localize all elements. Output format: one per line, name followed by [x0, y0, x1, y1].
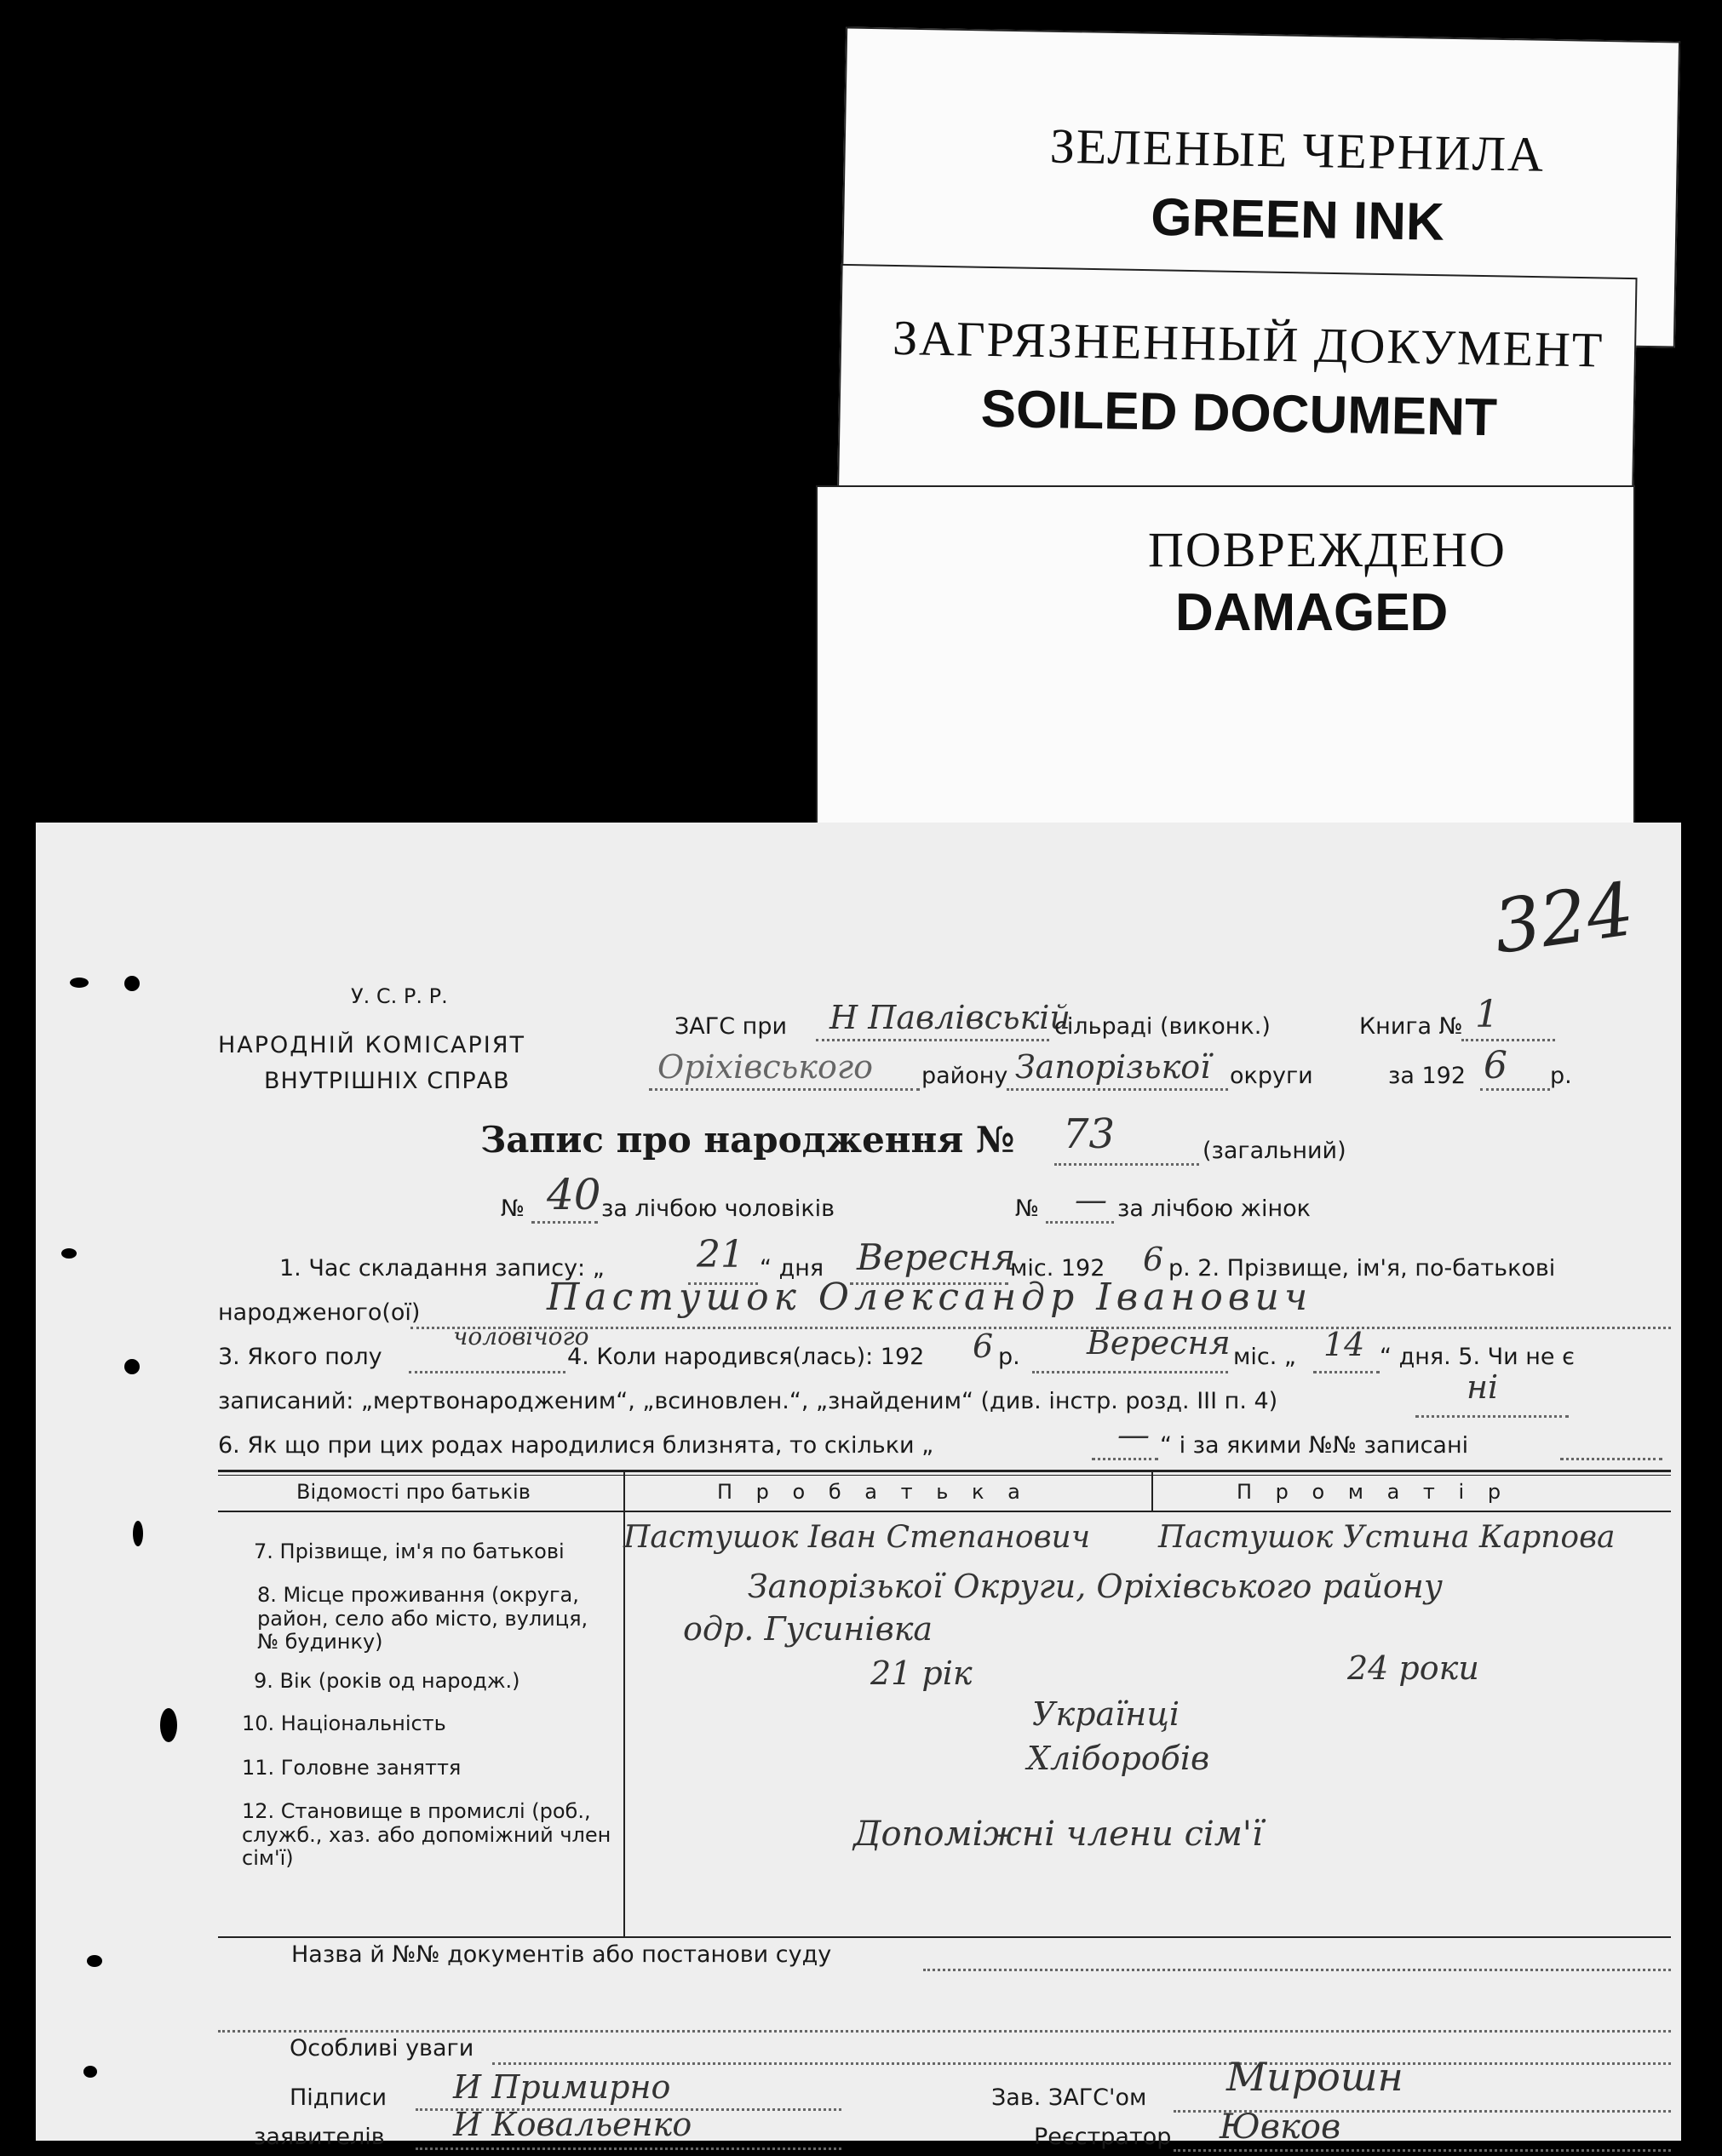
punch-hole: [70, 978, 89, 988]
header-internal-affairs: ВНУТРІШНІХ СПРАВ: [264, 1068, 510, 1094]
punch-hole: [160, 1708, 177, 1742]
okruha-handwritten: Запорізької: [1015, 1048, 1211, 1086]
birth-record-form: [36, 823, 1681, 2150]
mother-age-handwritten: 24 роки: [1347, 1649, 1479, 1687]
male-count-label: за лічбою чоловіків: [601, 1196, 835, 1222]
punch-hole: [87, 1955, 102, 1967]
notes-label: Особливі уваги: [290, 2035, 474, 2061]
row3-month-dotted-line: [1032, 1371, 1228, 1373]
occupation-handwritten: Хліборобів: [1027, 1740, 1210, 1777]
registrar-dotted-line: [1174, 2149, 1671, 2152]
row3-sex-handwritten: чоловічого: [453, 1322, 589, 1350]
row1-month-suffix: міс. 192: [1010, 1255, 1105, 1282]
punch-hole: [83, 2066, 97, 2078]
registrar-signature: Ювков: [1220, 2107, 1341, 2147]
table-row-label-residence: 8. Місце проживання (округа, район, село або місто, вулиця, № будинку): [257, 1583, 588, 1654]
zags-prefix: ЗАГС при: [674, 1013, 788, 1040]
year-label: за 192: [1388, 1063, 1467, 1089]
table-row-label-age: 9. Вік (років од народж.): [254, 1669, 520, 1693]
table-top-rule: [218, 1470, 1671, 1472]
row4-value-handwritten: ні: [1467, 1368, 1499, 1406]
male-no-label: №: [501, 1196, 525, 1222]
applicants-label: заявителів: [254, 2124, 385, 2150]
applicant2-dotted-line: [416, 2147, 841, 2150]
punch-hole: [124, 1359, 140, 1374]
header-commissariat: НАРОДНІЙ КОМІСАРІЯТ: [218, 1032, 525, 1058]
table-header-mother: П р о м а т і р: [1237, 1480, 1510, 1504]
row5-twins-label: 6. Як що при цих родах народилися близнята, то скільки „: [218, 1432, 934, 1459]
mother-name-handwritten: Пастушок Устина Карпова: [1158, 1520, 1616, 1555]
table-header-rule: [218, 1511, 1671, 1512]
year-dotted-line: [1480, 1088, 1550, 1091]
raion-handwritten: Оріхівського: [657, 1048, 873, 1086]
row2-dotted-line: [410, 1327, 1671, 1329]
female-number-dotted-line: [1046, 1221, 1114, 1224]
damaged-ru: ПОВРЕЖДЕНО: [1148, 522, 1507, 577]
row3-year-suffix: р.: [998, 1344, 1020, 1370]
applicant2-signature: И Ковальенко: [453, 2106, 692, 2143]
row3-sex-dotted-line: [409, 1371, 565, 1373]
okruha-dotted-line: [1007, 1088, 1228, 1091]
header-ussr: У. С. Р. Р.: [351, 984, 448, 1008]
row3-year-handwritten: 6: [973, 1327, 994, 1365]
record-title: Запис про народження №: [480, 1119, 1015, 1161]
punch-hole: [133, 1521, 143, 1546]
row1-time-label: 1. Час складання запису: „: [279, 1255, 605, 1282]
row2-name-handwritten: Пастушок Олександр Іванович: [547, 1276, 1313, 1319]
row3-day-dotted-line: [1313, 1371, 1380, 1373]
book-number-handwritten: 1: [1475, 993, 1499, 1036]
record-number-handwritten: 73: [1063, 1110, 1116, 1158]
row1-name-label: р. 2. Прізвище, ім'я, по-батькові: [1168, 1255, 1556, 1282]
record-number-dotted-line: [1054, 1163, 1199, 1166]
male-number-dotted-line: [531, 1221, 598, 1224]
row3-born-label: 4. Коли народився(лась): 192: [567, 1344, 925, 1370]
green-ink-ru: ЗЕЛЕНЫЕ ЧЕРНИЛА: [1049, 118, 1546, 182]
row5-numbers-label: “ і за якими №№ записані: [1160, 1432, 1469, 1459]
row1-year-handwritten: 6: [1143, 1241, 1164, 1278]
table-header-parents: Відомості про батьків: [296, 1480, 531, 1504]
table-bottom-rule: [218, 1936, 1671, 1938]
head-zags-label: Зав. ЗАГС'ом: [991, 2084, 1147, 2111]
table-col-divider-2: [1151, 1471, 1153, 1511]
table-row-label-nationality: 10. Національність: [242, 1712, 446, 1735]
row3-day-handwritten: 14: [1323, 1326, 1365, 1363]
okruha-label: округи: [1230, 1063, 1313, 1089]
record-title-suffix: (загальний): [1203, 1138, 1346, 1164]
head-signature: Мирошн: [1226, 2054, 1403, 2100]
soiled-document-ru: ЗАГРЯЗНЕННЫЙ ДОКУМЕНТ: [892, 309, 1604, 378]
punch-hole: [61, 1248, 77, 1259]
table-row-label-occupation: 11. Головне заняття: [242, 1756, 462, 1780]
year-handwritten: 6: [1484, 1044, 1507, 1087]
father-name-handwritten: Пастушок Іван Степанович: [623, 1520, 1091, 1555]
row5-count-handwritten: —: [1117, 1416, 1150, 1454]
punch-hole: [124, 976, 140, 991]
archive-number: 324: [1488, 867, 1639, 971]
row3-day-suffix: “ дня. 5. Чи не є: [1380, 1344, 1575, 1370]
male-number-handwritten: 40: [547, 1170, 601, 1219]
applicant1-signature: И Примирно: [453, 2068, 671, 2106]
row4-stillborn-label: записаний: „мертвонародженим“, „всиновлен.“, „знайденим“ (див. інстр. розд. III п. 4): [218, 1388, 1278, 1414]
row5-count-dotted-line: [1092, 1458, 1158, 1460]
registrar-label: Реєстратор: [1034, 2124, 1172, 2150]
row1-month-handwritten: Вересня: [857, 1236, 1016, 1278]
status-handwritten: Допоміжні члени сім'ї: [853, 1815, 1263, 1854]
row3-month-handwritten: Вересня: [1087, 1324, 1231, 1362]
damaged-label: [816, 485, 1635, 824]
row5-dotted-line: [1560, 1458, 1662, 1460]
green-ink-en: GREEN INK: [1150, 187, 1445, 252]
row1-day-suffix: “ дня: [760, 1255, 824, 1282]
documents-dotted-line: [923, 1969, 1671, 1971]
village-dotted-line: [816, 1039, 1049, 1041]
village-handwritten: Н Павлівській: [829, 999, 1071, 1036]
book-label: Книга №: [1359, 1013, 1463, 1040]
raion-label: району: [921, 1063, 1008, 1089]
raion-dotted-line: [649, 1088, 920, 1091]
documents-label: Назва й №№ документів або постанови суду: [291, 1941, 832, 1968]
book-dotted-line: [1461, 1039, 1555, 1041]
year-suffix: р.: [1550, 1063, 1572, 1089]
female-number-handwritten: —: [1075, 1181, 1107, 1218]
soiled-document-en: SOILED DOCUMENT: [980, 379, 1498, 448]
father-residence-handwritten: Запорізької Округи, Оріхівського району: [748, 1568, 1443, 1605]
female-no-label: №: [1015, 1196, 1040, 1222]
signatures-label: Підписи: [290, 2084, 387, 2111]
row4-dotted-line: [1415, 1415, 1569, 1418]
female-count-label: за лічбою жінок: [1117, 1196, 1311, 1222]
table-row-label-status: 12. Становище в промислі (роб., служб., хаз. або допоміжний член сім'ї): [242, 1799, 611, 1871]
village-suffix: сільраді (виконк.): [1054, 1013, 1271, 1040]
table-header-father: П р о б а т ь к а: [717, 1480, 1029, 1504]
row3-sex-label: 3. Якого полу: [218, 1344, 382, 1370]
notes-dotted-line: [492, 2062, 1671, 2065]
table-row-label-name: 7. Прізвище, ім'я по батькові: [254, 1540, 565, 1563]
mother-residence-handwritten: одр. Гусинівка: [683, 1610, 933, 1648]
row2-born-label: народженого(ої): [218, 1299, 421, 1326]
damaged-en: DAMAGED: [1175, 583, 1449, 642]
row3-month-suffix: міс. „: [1233, 1344, 1296, 1370]
father-age-handwritten: 21 рік: [870, 1654, 973, 1692]
table-top-rule-2: [218, 1475, 1671, 1476]
documents-dotted-line-2: [218, 2030, 1671, 2033]
row1-day-handwritten: 21: [697, 1233, 744, 1276]
nationality-handwritten: Українці: [1032, 1695, 1180, 1733]
